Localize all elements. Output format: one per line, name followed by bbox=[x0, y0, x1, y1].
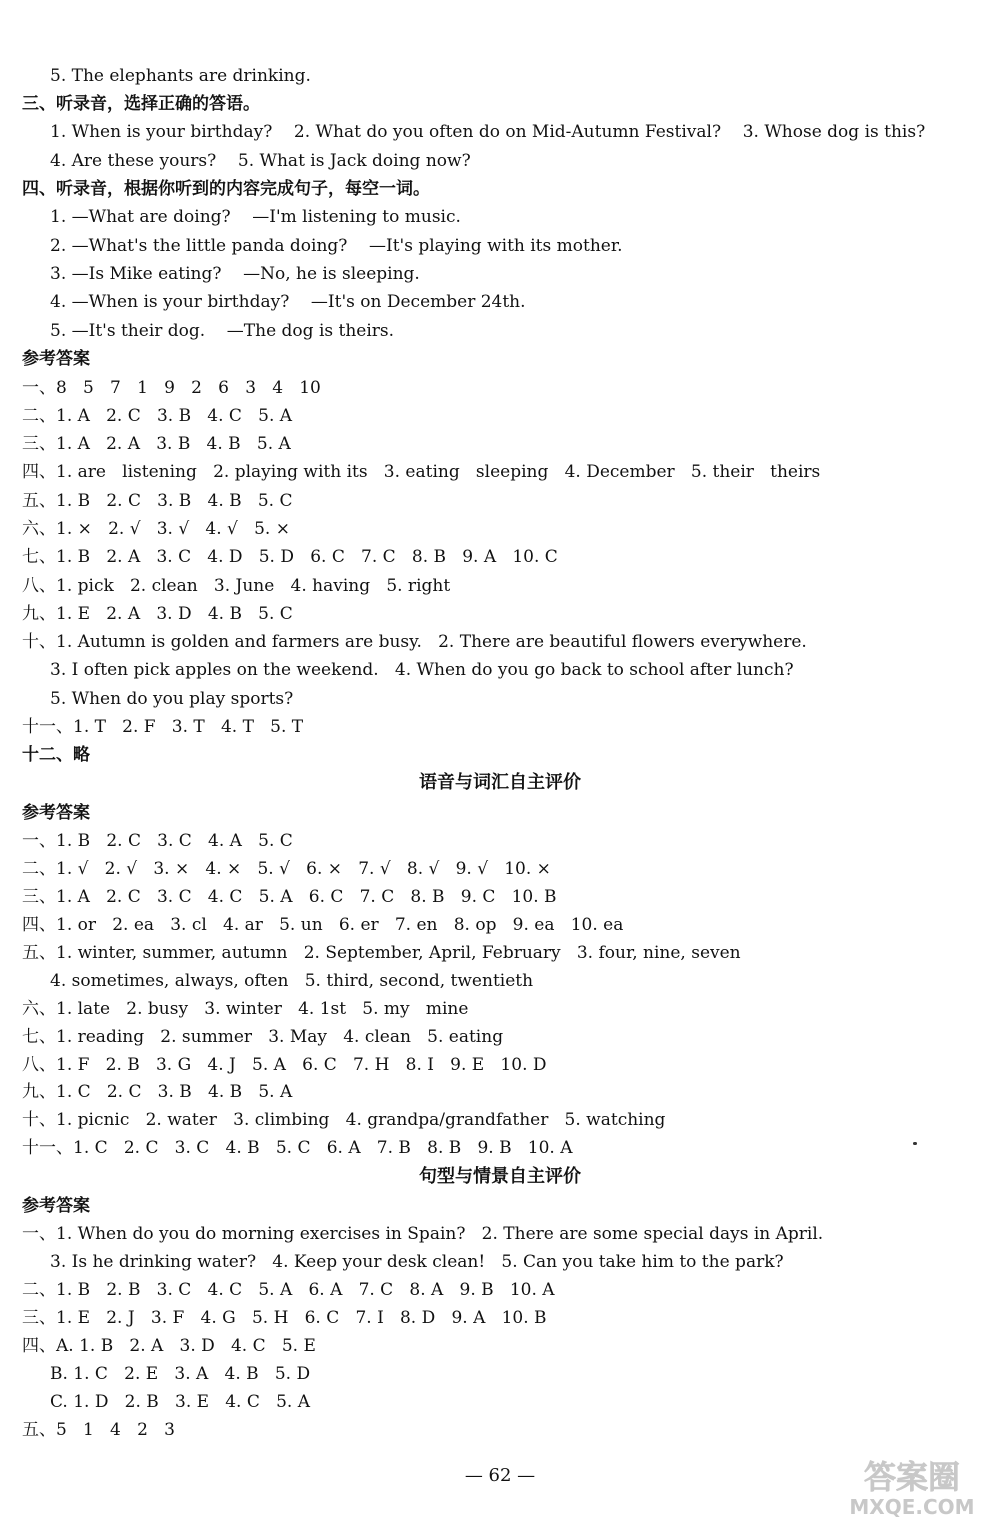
answer-line: 五、1. winter, summer, autumn 2. September, April, February 3. four, nine, seven bbox=[22, 943, 741, 963]
answer-line: 十二、略 bbox=[22, 745, 90, 765]
answer-key-heading: 参考答案 bbox=[22, 349, 90, 369]
answer-line: 二、1. A 2. C 3. B 4. C 5. A bbox=[22, 406, 293, 426]
answer-line: 三、1. A 2. C 3. C 4. C 5. A 6. C 7. C 8. B 9. C 10. B bbox=[22, 887, 557, 907]
answer-line: 五、5 1 4 2 3 bbox=[22, 1420, 175, 1440]
answer-line: 一、1. B 2. C 3. C 4. A 5. C bbox=[22, 831, 293, 851]
section-title-phonics-vocab: 语音与词汇自主评价 bbox=[419, 772, 581, 793]
stray-dot bbox=[913, 1142, 917, 1145]
answer-key-heading: 参考答案 bbox=[22, 803, 90, 823]
answer-line: 二、1. B 2. B 3. C 4. C 5. A 6. A 7. C 8. A 9. B 10. A bbox=[22, 1280, 555, 1300]
answer-line: 九、1. E 2. A 3. D 4. B 5. C bbox=[22, 604, 293, 624]
answer-line: C. 1. D 2. B 3. E 4. C 5. A bbox=[50, 1392, 310, 1412]
answer-line: 二、1. √ 2. √ 3. × 4. × 5. √ 6. × 7. √ 8. √ 9. √ 10. × bbox=[22, 859, 551, 879]
answer-line: 六、1. × 2. √ 3. √ 4. √ 5. × bbox=[22, 519, 290, 539]
answer-line: 十、1. Autumn is golden and farmers are busy. 2. There are beautiful flowers everywhere. bbox=[22, 632, 807, 652]
answer-line: 六、1. late 2. busy 3. winter 4. 1st 5. my mine bbox=[22, 999, 469, 1019]
answer-line: 八、1. pick 2. clean 3. June 4. having 5. right bbox=[22, 576, 451, 596]
answer-line: 4. sometimes, always, often 5. third, second, twentieth bbox=[50, 971, 534, 991]
text-line: 2. —What's the little panda doing? —It's playing with its mother. bbox=[50, 236, 623, 256]
answer-line: 3. I often pick apples on the weekend. 4. When do you go back to school after lunch? bbox=[50, 660, 794, 680]
text-line: 4. Are these yours? 5. What is Jack doing now? bbox=[50, 151, 471, 171]
answer-line: 十一、1. C 2. C 3. C 4. B 5. C 6. A 7. B 8. B 9. B 10. A bbox=[22, 1138, 573, 1158]
answer-line: 十一、1. T 2. F 3. T 4. T 5. T bbox=[22, 717, 304, 737]
answer-line: 四、A. 1. B 2. A 3. D 4. C 5. E bbox=[22, 1336, 316, 1356]
text-line: 4. —When is your birthday? —It's on December 24th. bbox=[50, 292, 526, 312]
answer-line: 一、1. When do you do morning exercises in Spain? 2. There are some special days in April. bbox=[22, 1224, 824, 1244]
watermark-logo bbox=[828, 1454, 996, 1518]
section-heading: 四、听录音，根据你听到的内容完成句子，每空一词。 bbox=[22, 179, 430, 199]
answer-line: 七、1. reading 2. summer 3. May 4. clean 5. eating bbox=[22, 1027, 504, 1047]
answer-line: 三、1. A 2. A 3. B 4. B 5. A bbox=[22, 434, 291, 454]
answer-line: 九、1. C 2. C 3. B 4. B 5. A bbox=[22, 1082, 293, 1102]
watermark-text-url: MXQE.COM bbox=[849, 1495, 975, 1518]
answer-key-heading: 参考答案 bbox=[22, 1196, 90, 1216]
answer-line: 八、1. F 2. B 3. G 4. J 5. A 6. C 7. H 8. I 9. E 10. D bbox=[22, 1055, 547, 1075]
answer-line: 四、1. or 2. ea 3. cl 4. ar 5. un 6. er 7. en 8. op 9. ea 10. ea bbox=[22, 915, 624, 935]
text-line: 5. —It's their dog. —The dog is theirs. bbox=[50, 321, 395, 341]
answer-line: 3. Is he drinking water? 4. Keep your desk clean! 5. Can you take him to the park? bbox=[50, 1252, 784, 1272]
answer-line: 四、1. are listening 2. playing with its 3. eating sleeping 4. December 5. their theirs bbox=[22, 462, 821, 482]
answer-line: 五、1. B 2. C 3. B 4. B 5. C bbox=[22, 491, 293, 511]
text-line: 1. When is your birthday? 2. What do you often do on Mid-Autumn Festival? 3. Whose dog is this? bbox=[50, 122, 926, 142]
section-title-sentences: 句型与情景自主评价 bbox=[419, 1166, 581, 1187]
answer-line: 十、1. picnic 2. water 3. climbing 4. grandpa/grandfather 5. watching bbox=[22, 1110, 666, 1130]
answer-line: B. 1. C 2. E 3. A 4. B 5. D bbox=[50, 1364, 311, 1384]
text-line: 3. —Is Mike eating? —No, he is sleeping. bbox=[50, 264, 420, 284]
answer-line: 一、8 5 7 1 9 2 6 3 4 10 bbox=[22, 378, 321, 398]
text-line: 5. The elephants are drinking. bbox=[50, 66, 311, 86]
answer-line: 三、1. E 2. J 3. F 4. G 5. H 6. C 7. I 8. D 9. A 10. B bbox=[22, 1308, 547, 1328]
answer-line: 七、1. B 2. A 3. C 4. D 5. D 6. C 7. C 8. B 9. A 10. C bbox=[22, 547, 558, 567]
answer-line: 5. When do you play sports? bbox=[50, 689, 294, 709]
text-line: 1. —What are doing? —I'm listening to music. bbox=[50, 207, 461, 227]
watermark-text-main: 答案圈 bbox=[863, 1458, 961, 1496]
section-heading: 三、听录音，选择正确的答语。 bbox=[22, 94, 260, 114]
page-number: — 62 — bbox=[464, 1465, 536, 1486]
